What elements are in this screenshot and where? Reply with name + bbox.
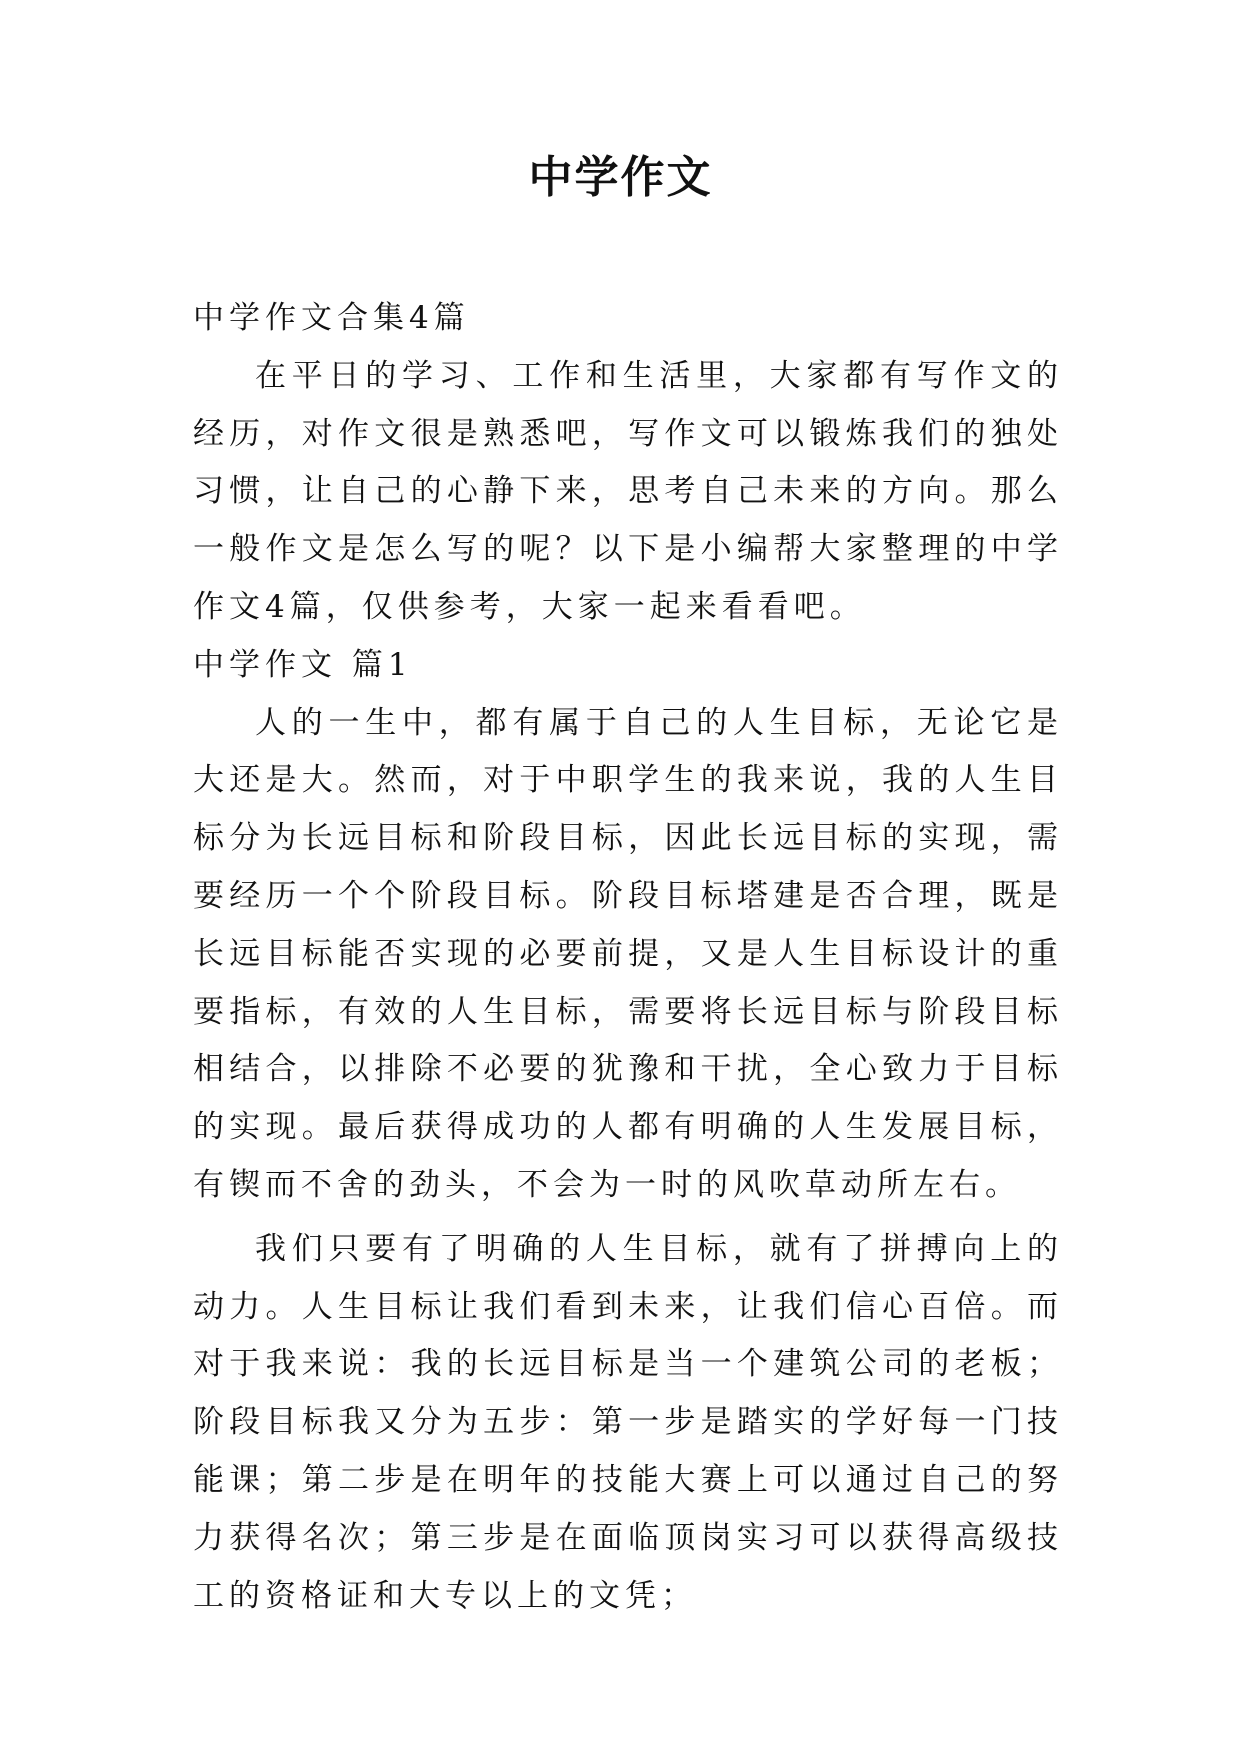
collection-heading: 中学作文合集4篇: [193, 300, 470, 336]
essay-paragraph: 人的一生中，都有属于自己的人生目标，无论它是大还是大。然而，对于中职学生的我来说，我的人生目标分为长远目标和阶段目标，因此长远目标的实现，需要经历一个个阶段目标。阶段目标塔建是否合理，既是长远目标能否实现的必要前提，又是人生目标设计的重要指标，有效的人生目标，需要将长远目标与阶段目标相结合，以排除不必要的犹豫和干扰，全心致力于目标的实现。最后获得成功的人都有明确的人生发展目标，有锲而不舍的劲头，不会为一时的风吹草动所左右。: [193, 704, 1063, 1203]
intro-paragraph: 在平日的学习、工作和生活里，大家都有写作文的经历，对作文很是熟悉吧，写作文可以锻炼我们的独处习惯，让自己的心静下来，思考自己未来的方向。那么一般作文是怎么写的呢？以下是小编帮大家整理的中学作文4篇，仅供参考，大家一起来看看吧。: [193, 357, 1063, 625]
document-body: [193, 290, 1063, 1625]
document-title: 中学作文: [528, 152, 713, 203]
essay-paragraph: 我们只要有了明确的人生目标，就有了拼搏向上的动力。人生目标让我们看到未来，让我们信心百倍。而对于我来说：我的长远目标是当一个建筑公司的老板；阶段目标我又分为五步：第一步是踏实的学好每一门技能课；第二步是在明年的技能大赛上可以通过自己的努力获得名次；第三步是在面临顶岗实习可以获得高级技工的资格证和大专以上的文凭；: [193, 1230, 1063, 1614]
essay-heading: 中学作文 篇1: [193, 646, 413, 683]
